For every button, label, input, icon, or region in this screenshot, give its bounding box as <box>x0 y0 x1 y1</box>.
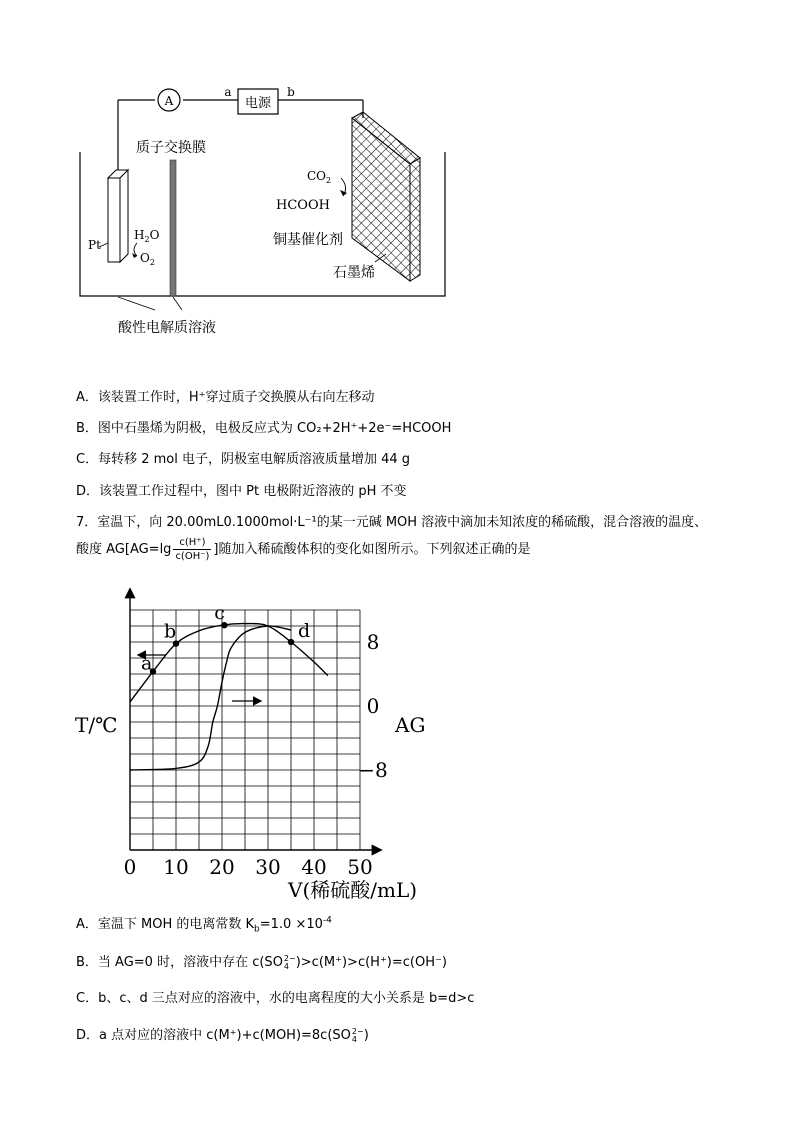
series-ag-line <box>130 626 291 770</box>
membrane-label: 质子交换膜 <box>136 140 206 156</box>
q7-stem-line1: 7．室温下，向 20.00mL0.1000mol·L⁻¹的某一元碱 MOH 溶液中滴加未知浓度的稀硫酸，混合溶液的温度、 <box>76 515 708 530</box>
titration-chart <box>70 580 450 905</box>
x-tick-label: 50 <box>347 855 373 879</box>
point-label-a: a <box>141 652 153 675</box>
x-tick-label: 20 <box>209 855 235 879</box>
ammeter-label: A <box>164 94 174 108</box>
electrolysis-diagram <box>60 75 480 345</box>
h2o-formula: $H_2O$ <box>134 228 160 244</box>
q6-option-b: B．图中石墨烯为阴极，电极反应式为 CO₂+2H⁺+2e⁻=HCOOH <box>76 421 452 436</box>
q6-option-c: C．每转移 2 mol 电子，阴极室电解质溶液质量增加 44 g <box>76 452 411 467</box>
x-axis-label: V(稀硫酸/mL) <box>288 878 418 902</box>
x-tick-label: 40 <box>301 855 327 879</box>
co2-formula: $CO_2$ <box>307 169 332 185</box>
power-label: 电源 <box>244 96 272 111</box>
hcooh-formula: HCOOH <box>276 198 330 213</box>
pt-label: Pt <box>88 238 101 252</box>
ag-fraction: $\frac{c(H^+)}{c(OH^-)}$ <box>175 537 210 562</box>
q7-option-d: D．a 点对应的溶液中 c(M⁺)+c(MOH)=8c(SO 2− 4 ) <box>76 1026 369 1044</box>
point-label-b: b <box>164 620 177 643</box>
electrolyte-label: 酸性电解质溶液 <box>118 320 216 336</box>
ag-tick-label: 8 <box>366 630 380 654</box>
y-right-label: AG <box>395 713 426 737</box>
point-d <box>288 639 294 645</box>
y-left-label: T/℃ <box>75 713 118 737</box>
q6-option-d: D．该装置工作过程中，图中 Pt 电极附近溶液的 pH 不变 <box>76 484 407 499</box>
x-tick-label: 30 <box>255 855 281 879</box>
ag-tick-label: −8 <box>358 758 388 782</box>
ag-tick-label: 0 <box>366 694 380 718</box>
o2-formula: $O_2$ <box>140 251 155 267</box>
graphene-label: 石墨烯 <box>333 265 375 281</box>
q7-stem-line2: 酸度 AG[AG=lg $\frac{c(H^+)}{c(OH^-)}$ ]随加入稀硫酸体积的变化如图所示。下列叙述正确的是 <box>76 537 531 562</box>
q7-option-c: C．b、c、d 三点对应的溶液中，水的电离程度的大小关系是 b=d>c <box>76 991 475 1006</box>
q7-option-a: A．室温下 MOH 的电离常数 $K_b=1.0 \times 10^{-4}$ <box>76 915 332 935</box>
terminal-a: a <box>224 85 232 99</box>
q6-option-a: A．该装置工作时，H⁺穿过质子交换膜从右向左移动 <box>76 390 375 405</box>
terminal-b: b <box>287 85 295 99</box>
point-label-d: d <box>298 620 311 642</box>
catalyst-label: 铜基催化剂 <box>273 232 343 248</box>
proton-membrane <box>170 160 176 296</box>
point-label-c: c <box>214 602 225 625</box>
x-tick-label: 10 <box>163 855 189 879</box>
x-tick-label: 0 <box>123 855 137 879</box>
q7-option-b: B．当 AG=0 时，溶液中存在 c(SO 2− 4 )>c(M⁺)>c(H⁺)=c(OH⁻) <box>76 953 447 971</box>
